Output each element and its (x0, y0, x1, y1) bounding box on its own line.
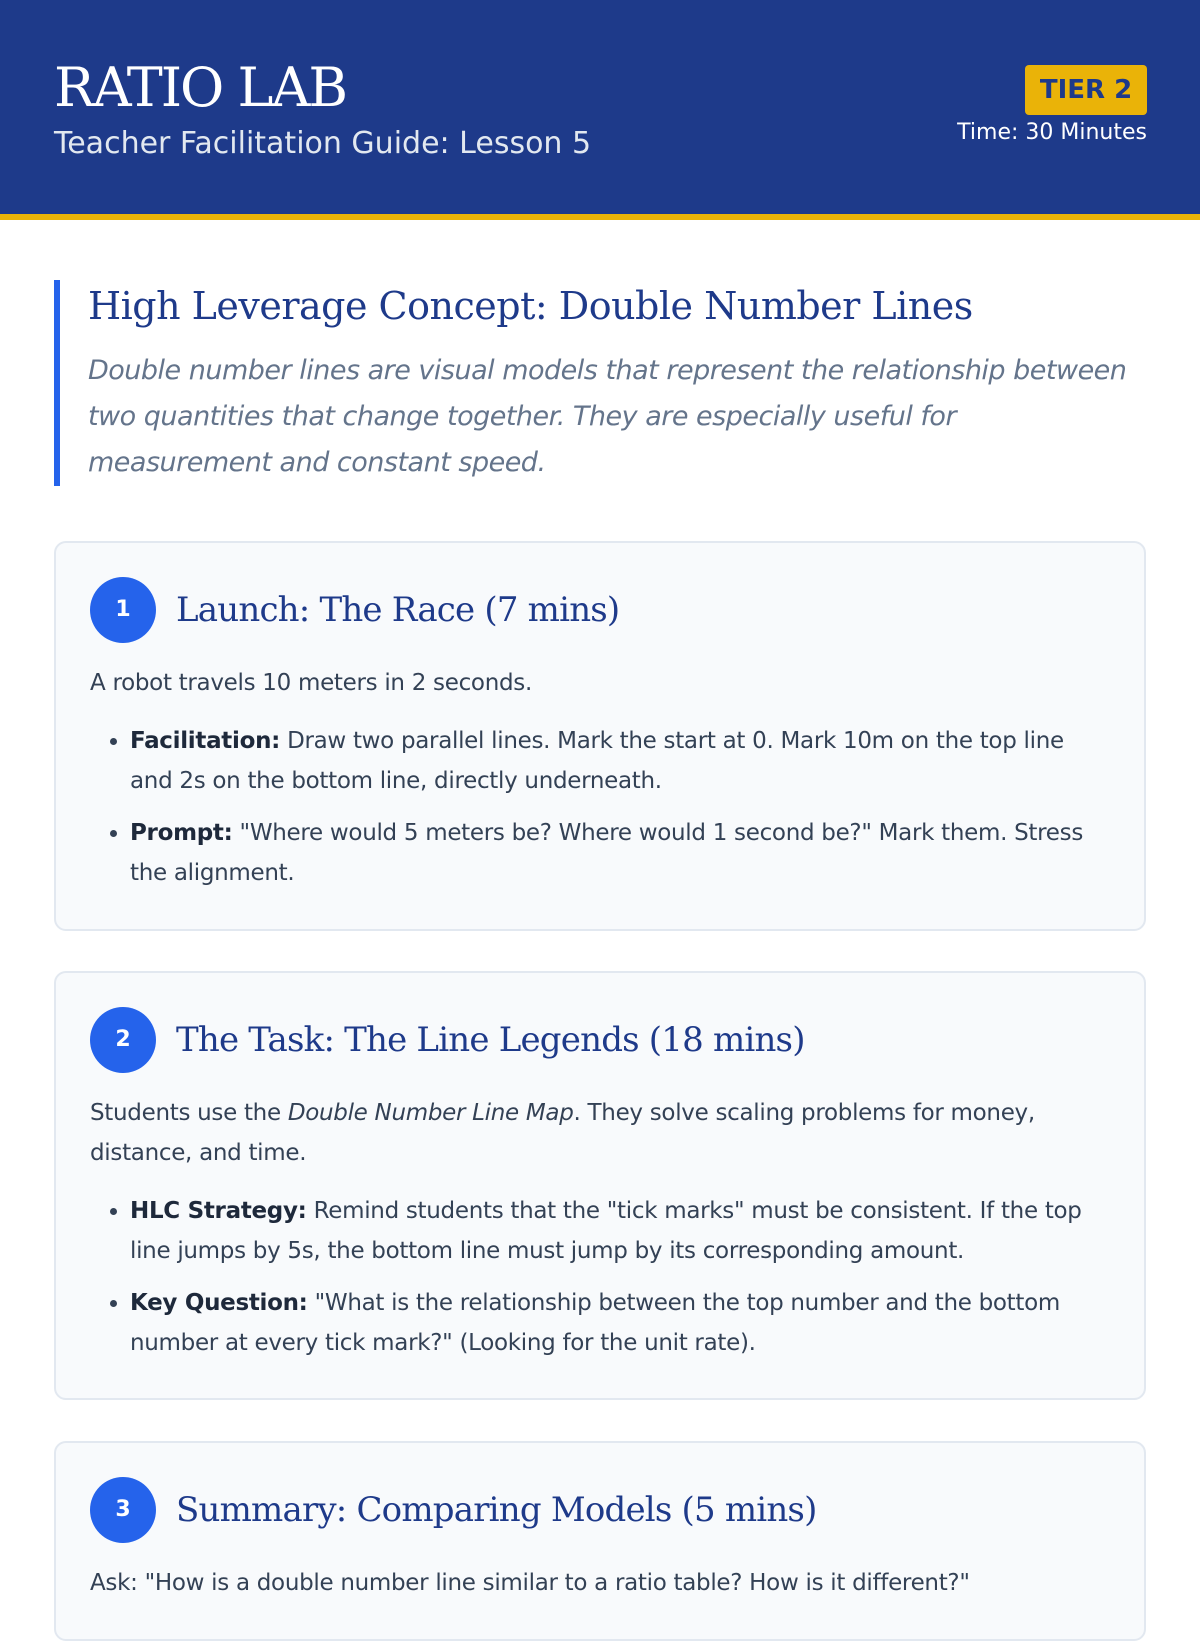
bullet-text: "What is the relationship between the top number and the bottom number at every tick mark?" (Looking for the unit rate). (130, 1290, 1060, 1356)
step-number-badge: 1 (90, 577, 156, 643)
time-label: Time: 30 Minutes (957, 120, 1147, 145)
bullet-label: HLC Strategy: (130, 1198, 307, 1224)
step-intro: A robot travels 10 meters in 2 seconds. (90, 670, 532, 696)
bullet-text: Draw two parallel lines. Mark the start at 0. Mark 10m on the top line and 2s on the bottom line, directly underneath. (130, 728, 1064, 794)
step-body (90, 1093, 1090, 1375)
intro-text: Students use the (90, 1100, 281, 1126)
intro-emphasis: Double Number Line Map (287, 1100, 574, 1126)
step-intro: Ask: "How is a double number line similar to a ratio table? How is it different?" (90, 1570, 970, 1596)
bullet-item (130, 1283, 1090, 1363)
page-subtitle: Teacher Facilitation Guide: Lesson 5 (54, 126, 592, 161)
bullet-label: Prompt: (130, 820, 233, 846)
step-bullet-list (90, 721, 1090, 893)
step-title: The Task: The Line Legends (18 mins) (176, 1020, 805, 1060)
intro-text: . They solve scaling problems for money, distance, and time. (90, 1100, 1035, 1166)
step-card-2 (54, 971, 1146, 1400)
bullet-label: Key Question: (130, 1290, 308, 1316)
page-header (0, 0, 1200, 220)
step-header (90, 577, 619, 643)
hlc-title: High Leverage Concept: Double Number Lines (88, 284, 973, 328)
step-card-3 (54, 1441, 1146, 1641)
high-leverage-concept (54, 280, 1146, 486)
bullet-text: "Where would 5 meters be? Where would 1 second be?" Mark them. Stress the alignment. (130, 820, 1084, 886)
bullet-label: Facilitation: (130, 728, 281, 754)
bullet-item (130, 1191, 1090, 1271)
step-header (90, 1477, 817, 1543)
step-bullet-list (90, 1191, 1090, 1363)
bullet-item (130, 813, 1090, 893)
step-title: Summary: Comparing Models (5 mins) (176, 1490, 817, 1530)
tier-badge: TIER 2 (1025, 65, 1147, 115)
step-intro (90, 1093, 1090, 1173)
step-header (90, 1007, 805, 1073)
bullet-text: Remind students that the "tick marks" must be consistent. If the top line jumps by 5s, the bottom line must jump by its corresponding amount. (130, 1198, 1082, 1264)
step-title: Launch: The Race (7 mins) (176, 590, 620, 630)
bullet-item (130, 721, 1090, 801)
page-title: RATIO LAB (54, 56, 347, 119)
step-card-1 (54, 541, 1146, 931)
step-number-badge: 2 (90, 1007, 156, 1073)
hlc-description: Double number lines are visual models that represent the relationship between two quantities that change together. They are especially useful for measurement and constant speed. (88, 355, 1127, 478)
step-body (90, 663, 1090, 905)
step-body (90, 1563, 1090, 1603)
step-number-badge: 3 (90, 1477, 156, 1543)
